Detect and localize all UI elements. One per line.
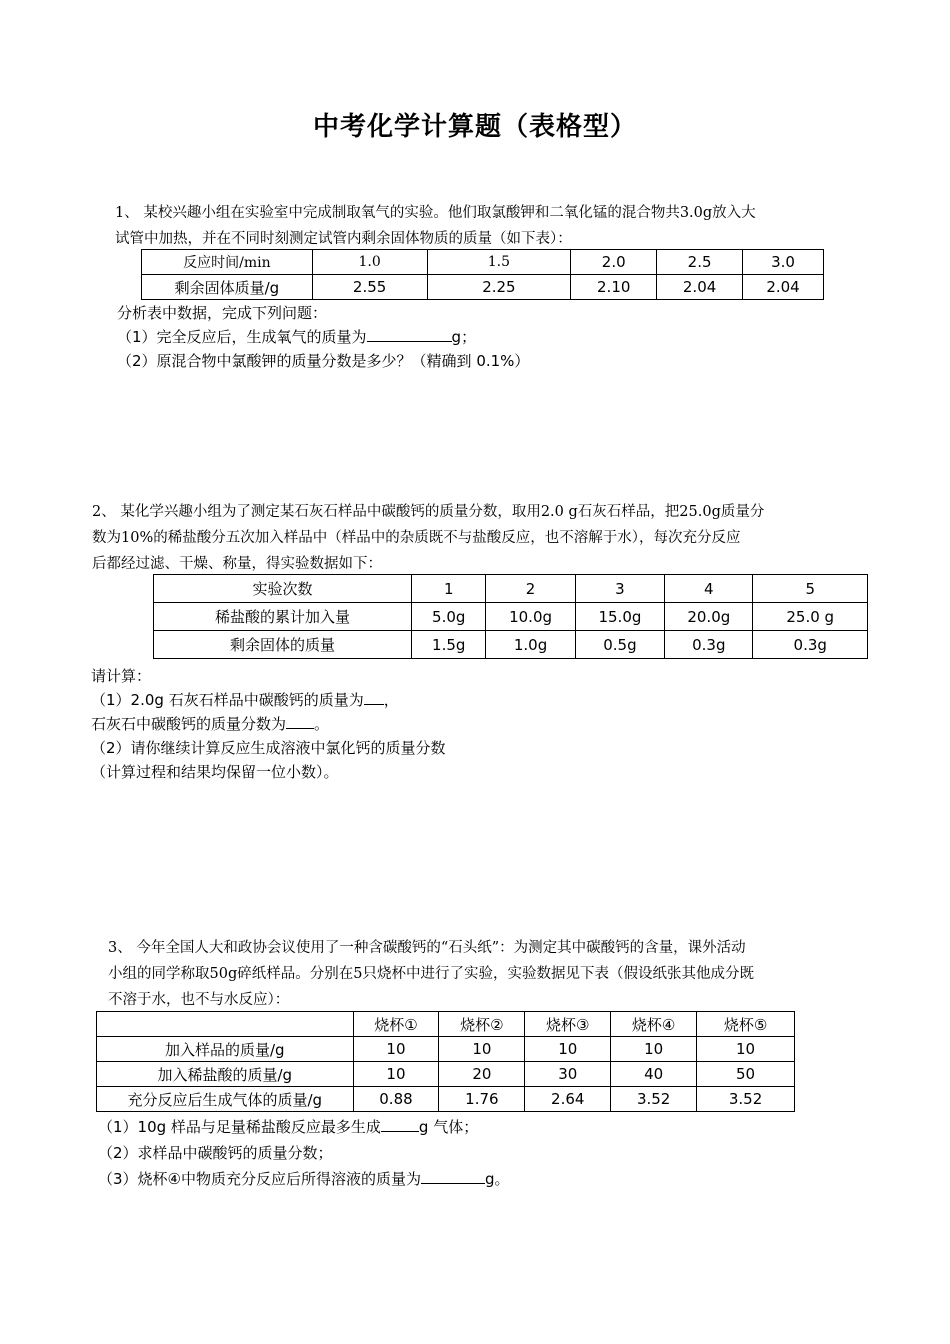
table-cell: 加入样品的质量/g xyxy=(97,1037,354,1062)
table-cell: 3.52 xyxy=(697,1087,795,1112)
q3-sub3-unit: g。 xyxy=(485,1170,510,1188)
table-cell: 1.76 xyxy=(439,1087,525,1112)
table-cell: 稀盐酸的累计加入量 xyxy=(154,603,412,631)
table-cell: 20.0g xyxy=(665,603,753,631)
table-cell: 10 xyxy=(697,1037,795,1062)
q3-intro-line3: 不溶于水，也不与水反应）： xyxy=(108,992,290,1008)
q1-analysis-prompt: 分析表中数据，完成下列问题： xyxy=(117,304,328,322)
table-cell: 15.0g xyxy=(575,603,664,631)
table-cell: 0.3g xyxy=(665,631,753,659)
q2-intro-line2: 数为10%的稀盐酸分五次加入样品中（样品中的杂质既不与盐酸反应，也不溶解于水），每次充分反应 xyxy=(92,530,741,546)
q2-calc-prompt: 请计算： xyxy=(91,667,152,685)
table-cell: 5.0g xyxy=(412,603,486,631)
q2-sub1b xyxy=(91,712,871,736)
table-row xyxy=(154,631,868,659)
table-cell: 10 xyxy=(353,1037,439,1062)
q2-sub1b-text: 石灰石中碳酸钙的质量分数为 xyxy=(91,715,287,733)
q1-sub1-text: （1）完全反应后，生成氧气的质量为 xyxy=(117,328,367,346)
table-cell: 4 xyxy=(665,575,753,603)
q3-data-table xyxy=(96,1011,795,1112)
table-cell: 0.88 xyxy=(353,1087,439,1112)
q2-sub2: （2）请你继续计算反应生成溶液中氯化钙的质量分数 xyxy=(91,739,446,757)
table-cell: 25.0 g xyxy=(753,603,868,631)
q1-data-table xyxy=(141,249,824,300)
table-cell: 1.5 xyxy=(427,250,571,275)
table-cell: 2 xyxy=(486,575,575,603)
table-cell: 2.10 xyxy=(571,275,657,300)
table-cell: 5 xyxy=(753,575,868,603)
table-cell: 1.5g xyxy=(412,631,486,659)
table-cell: 烧杯⑤ xyxy=(697,1012,795,1037)
q1-intro-line1: 1、 某校兴趣小组在实验室中完成制取氧气的实验。他们取氯酸钾和二氧化锰的混合物共3.0g放入大 xyxy=(115,205,756,221)
table-cell: 1.0 xyxy=(312,250,427,275)
q3-sub3-text: （3）烧杯④中物质充分反应后所得溶液的质量为 xyxy=(98,1170,421,1188)
q2-sub1a-text: （1）2.0g 石灰石样品中碳酸钙的质量为 xyxy=(91,691,364,709)
q1-sub2: （2）原混合物中氯酸钾的质量分数是多少？（精确到 0.1%） xyxy=(117,352,530,370)
table-row xyxy=(97,1087,795,1112)
q3-sub2: （2）求样品中碳酸钙的质量分数； xyxy=(98,1144,333,1162)
q3-sub1-unit: g 气体； xyxy=(418,1118,479,1136)
table-cell: 10 xyxy=(611,1037,697,1062)
q3-intro-line2: 小组的同学称取50g碎纸样品。分别在5只烧杯中进行了实验，实验数据见下表（假设纸张其他成分既 xyxy=(108,966,754,982)
table-cell: 10 xyxy=(525,1037,611,1062)
table-cell: 0.5g xyxy=(575,631,664,659)
q3-intro xyxy=(108,935,878,1013)
table-cell: 烧杯② xyxy=(439,1012,525,1037)
page-title: 中考化学计算题（表格型） xyxy=(312,112,637,142)
q2-questions xyxy=(91,664,871,784)
table-row xyxy=(97,1062,795,1087)
table-cell: 烧杯① xyxy=(353,1012,439,1037)
table-cell: 2.04 xyxy=(657,275,743,300)
table-cell: 10.0g xyxy=(486,603,575,631)
table-row xyxy=(97,1037,795,1062)
table-cell: 30 xyxy=(525,1062,611,1087)
table-cell: 剩余固体的质量 xyxy=(154,631,412,659)
q2-sub1b-punct: 。 xyxy=(314,715,330,733)
q2-sub1a xyxy=(91,688,871,712)
q2-sub1a-punct: ， xyxy=(383,691,399,709)
table-cell: 实验次数 xyxy=(154,575,412,603)
table-cell: 2.64 xyxy=(525,1087,611,1112)
table-cell: 0.3g xyxy=(753,631,868,659)
table-cell: 20 xyxy=(439,1062,525,1087)
table-cell: 50 xyxy=(697,1062,795,1087)
table-cell: 3 xyxy=(575,575,664,603)
table-cell: 2.25 xyxy=(427,275,571,300)
table-cell: 反应时间/min xyxy=(142,250,313,275)
q2-intro xyxy=(92,499,882,577)
answer-blank[interactable] xyxy=(286,714,314,729)
q1-intro-line2: 试管中加热，并在不同时刻测定试管内剩余固体物质的质量（如下表）： xyxy=(115,231,572,247)
table-cell: 2.04 xyxy=(743,275,824,300)
q1-questions xyxy=(117,301,877,373)
table-cell: 烧杯③ xyxy=(525,1012,611,1037)
q2-data-table xyxy=(153,574,868,659)
table-cell: 2.55 xyxy=(312,275,427,300)
table-row xyxy=(142,275,824,300)
q3-sub1-text: （1）10g 样品与足量稀盐酸反应最多生成 xyxy=(98,1118,381,1136)
table-cell: 10 xyxy=(353,1062,439,1087)
table-cell: 2.5 xyxy=(657,250,743,275)
table-row xyxy=(154,603,868,631)
q1-sub1-unit: g； xyxy=(451,328,477,346)
q3-questions xyxy=(98,1114,878,1192)
table-cell: 40 xyxy=(611,1062,697,1087)
q1-intro xyxy=(115,200,875,252)
q3-sub1 xyxy=(98,1114,878,1140)
answer-blank[interactable] xyxy=(367,327,452,342)
table-cell: 10 xyxy=(439,1037,525,1062)
answer-blank[interactable] xyxy=(364,690,384,705)
q2-sub2b: （计算过程和结果均保留一位小数）。 xyxy=(91,763,339,781)
q3-sub3 xyxy=(98,1166,878,1192)
table-row xyxy=(97,1012,795,1037)
q2-intro-line3: 后都经过滤、干燥、称量，得实验数据如下： xyxy=(92,556,382,572)
table-cell: 充分反应后生成气体的质量/g xyxy=(97,1087,354,1112)
table-cell: 2.0 xyxy=(571,250,657,275)
table-cell: 剩余固体质量/g xyxy=(142,275,313,300)
q1-sub1 xyxy=(117,325,877,349)
table-row xyxy=(154,575,868,603)
table-cell: 3.52 xyxy=(611,1087,697,1112)
table-cell: 加入稀盐酸的质量/g xyxy=(97,1062,354,1087)
q2-intro-line1: 2、 某化学兴趣小组为了测定某石灰石样品中碳酸钙的质量分数，取用2.0 g石灰石样品，把25.0g质量分 xyxy=(92,504,765,520)
table-cell: 烧杯④ xyxy=(611,1012,697,1037)
table-row xyxy=(142,250,824,275)
table-cell: 1 xyxy=(412,575,486,603)
answer-blank[interactable] xyxy=(421,1169,485,1184)
answer-blank[interactable] xyxy=(381,1117,419,1132)
table-cell xyxy=(97,1012,354,1037)
q3-intro-line1: 3、 今年全国人大和政协会议使用了一种含碳酸钙的“石头纸”：为测定其中碳酸钙的含量，课外活动 xyxy=(108,940,746,956)
table-cell: 3.0 xyxy=(743,250,824,275)
table-cell: 1.0g xyxy=(486,631,575,659)
